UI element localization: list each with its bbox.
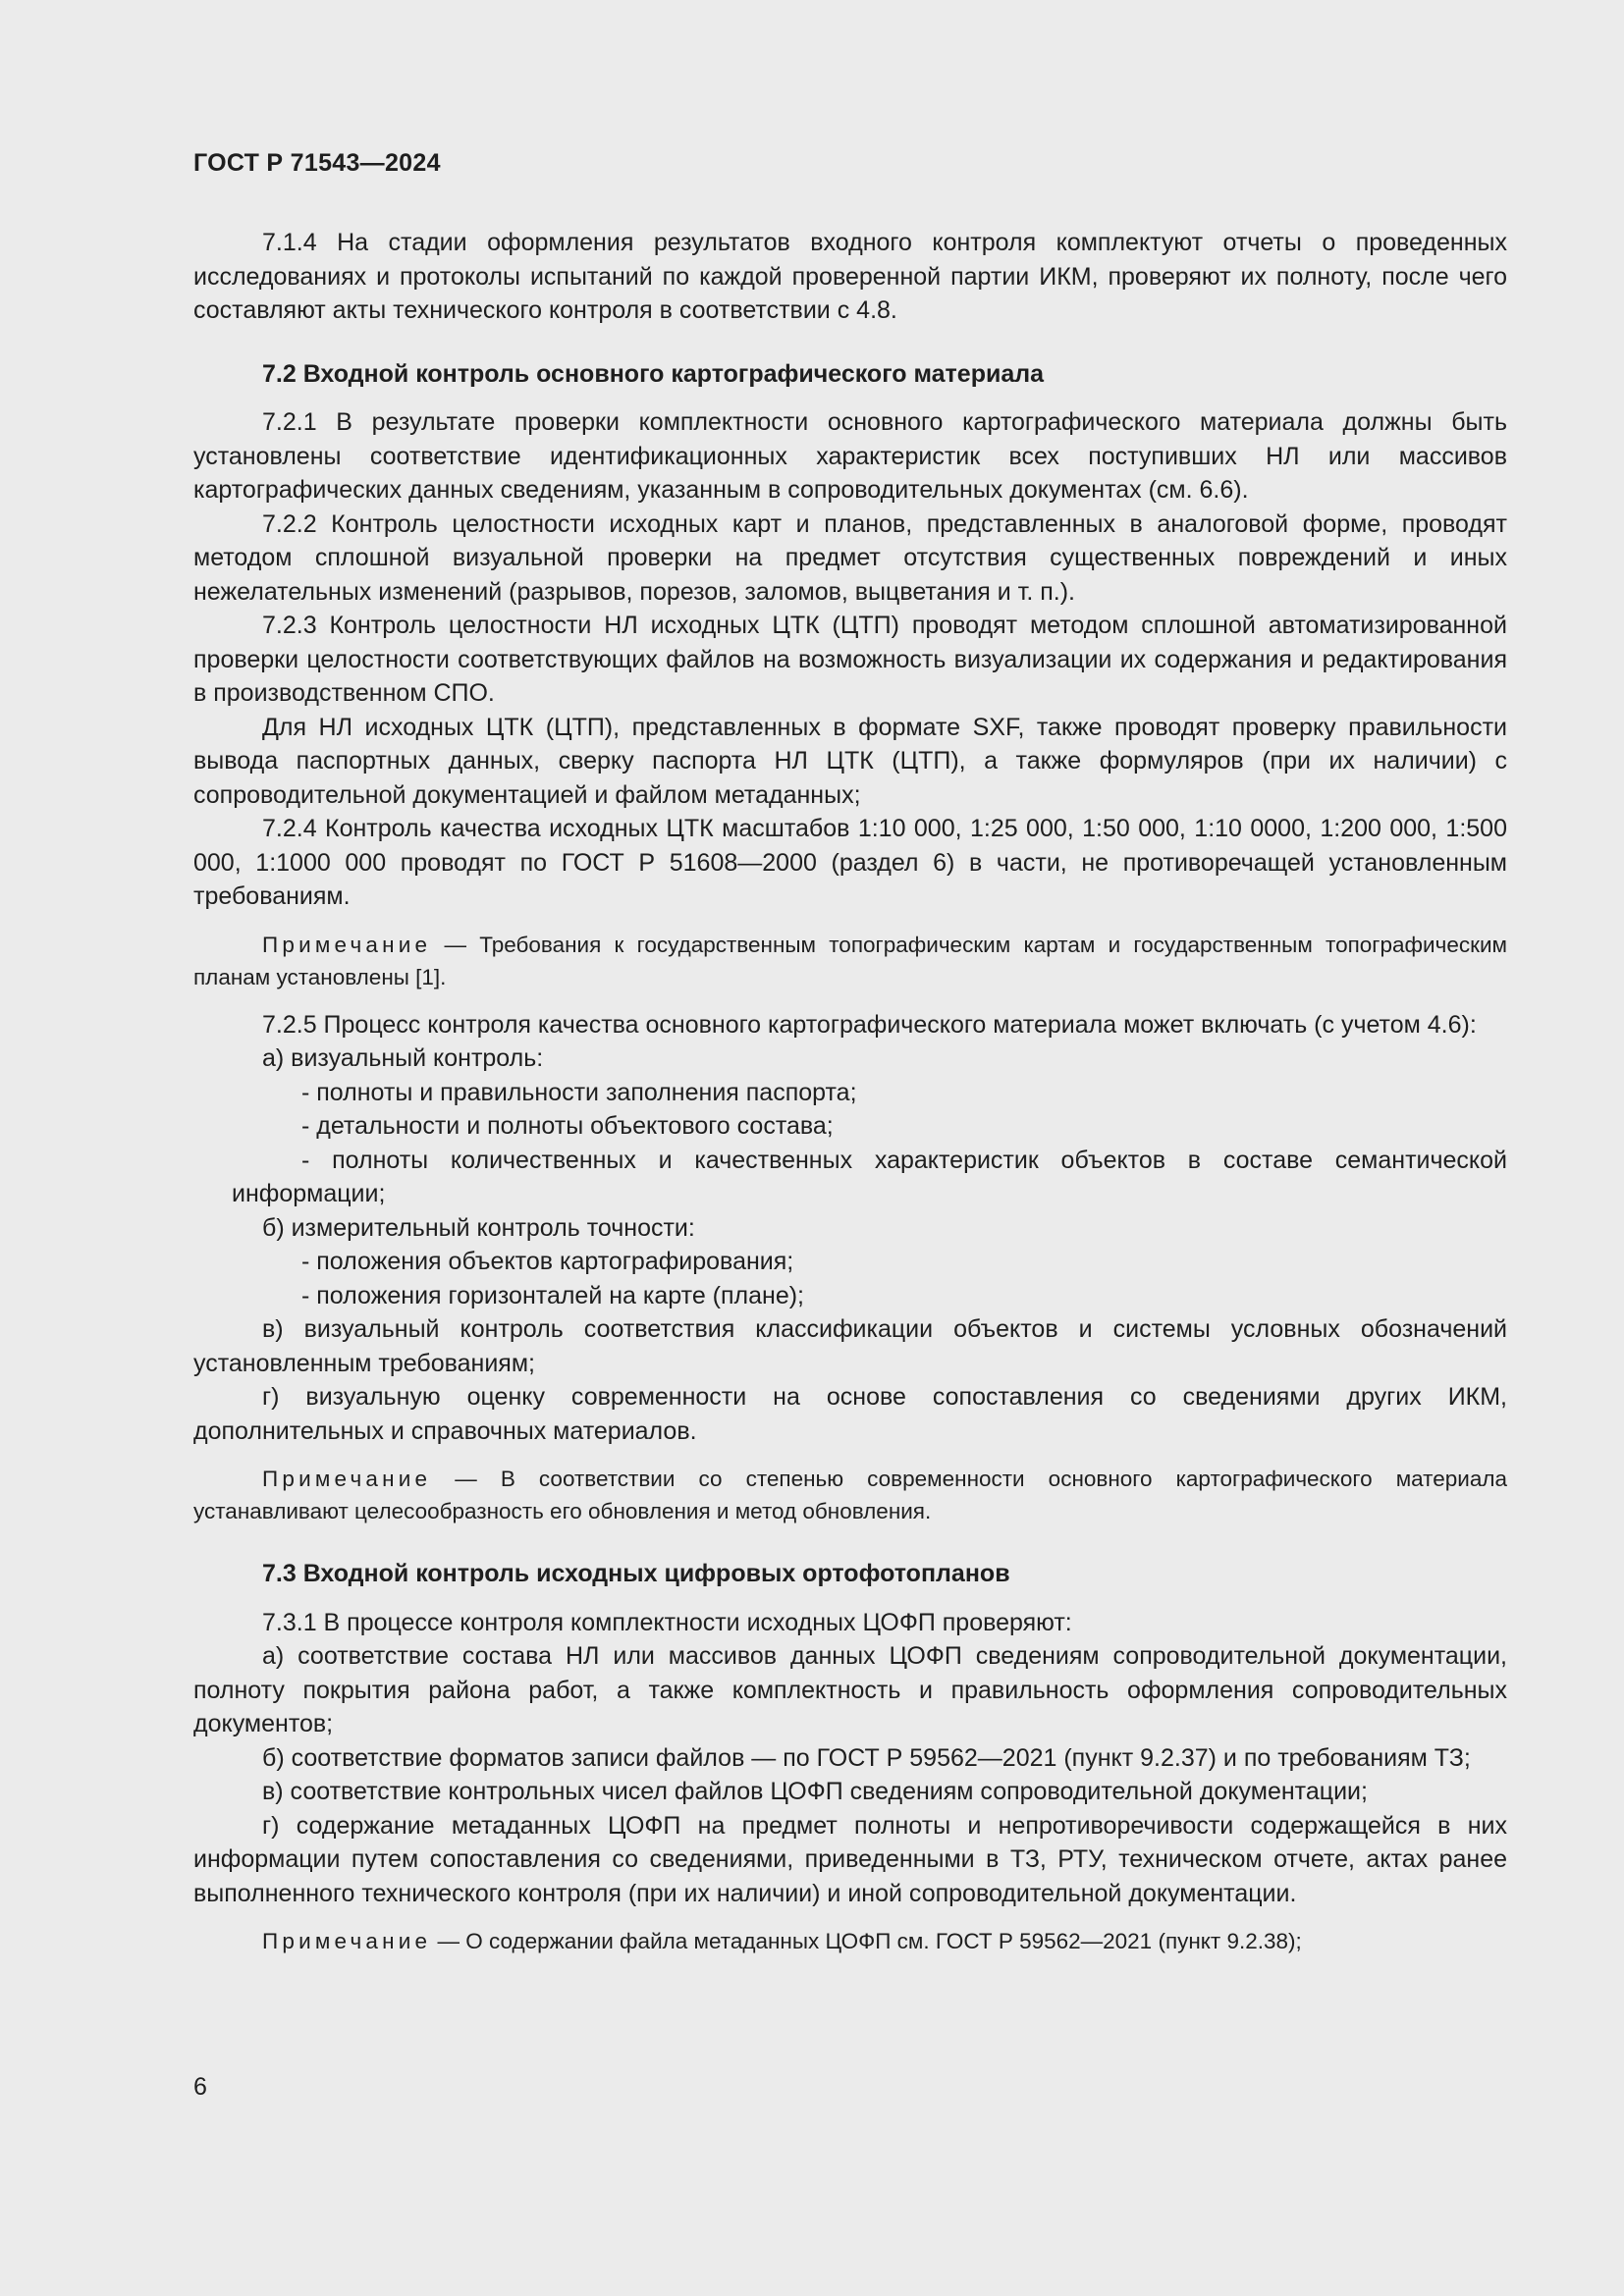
sub-item-b-1: - положения объектов картографирования; xyxy=(301,1248,794,1275)
paragraph-7-2-3-continued: Для НЛ исходных ЦТК (ЦТП), представленных в формате SXF, также проводят проверку правильности вывода паспортных данных, сверку паспорта НЛ ЦТК (ЦТП), а также формуляров (при их наличии) с сопроводительной документацией и файлом метаданных; xyxy=(193,713,1507,809)
note-label: Примечание xyxy=(262,932,432,957)
paragraph-7-2-5: 7.2.5 Процесс контроля качества основного картографического материала может включать (с учетом 4.6): xyxy=(262,1010,1477,1039)
document-body xyxy=(193,226,1507,1957)
list-item-v: в) визуальный контроль соответствия классификации объектов и системы условных обозначений установленным требованиям; xyxy=(193,1315,1507,1377)
note-2 xyxy=(193,1463,1507,1527)
paragraph-7-3-1: 7.3.1 В процессе контроля комплектности исходных ЦОФП проверяют: xyxy=(262,1608,1072,1636)
paragraph-7-2-3: 7.2.3 Контроль целостности НЛ исходных ЦТК (ЦТП) проводят методом сплошной автоматизированной проверки целостности соответствующих файлов на возможность визуализации их содержания и редактирования в производственном СПО. xyxy=(193,612,1507,707)
document-header: ГОСТ Р 71543—2024 xyxy=(193,149,441,177)
section-heading-7-2: 7.2 Входной контроль основного картографического материала xyxy=(262,359,1045,388)
sub-item-a-3: - полноты количественных и качественных характеристик объектов в составе семантической информации; xyxy=(232,1146,1507,1207)
page-number: 6 xyxy=(193,2073,207,2101)
sub-item-b-2: - положения горизонталей на карте (плане); xyxy=(301,1281,804,1309)
section-heading-7-3: 7.3 Входной контроль исходных цифровых ортофотопланов xyxy=(262,1560,1010,1587)
note-label: Примечание xyxy=(262,1467,432,1491)
note-1 xyxy=(193,929,1507,993)
note-text: — В соответствии со степенью современности основного картографического материала устанавливают целесообразность его обновления и метод обновления. xyxy=(193,1467,1507,1523)
note-3 xyxy=(193,1925,1507,1957)
list-item-g: г) визуальную оценку современности на основе сопоставления со сведениями других ИКМ, дополнительных и справочных материалов. xyxy=(193,1383,1507,1445)
list-item-3-v: в) соответствие контрольных чисел файлов ЦОФП сведениям сопроводительной документации; xyxy=(262,1778,1368,1805)
paragraph-7-2-1: 7.2.1 В результате проверки комплектности основного картографического материала должны быть установлены соответствие идентификационных характеристик всех поступивших НЛ или массивов картографических данных сведениям, указанным в сопроводительных документах (см. 6.6). xyxy=(193,408,1507,504)
note-text: — О содержании файла метаданных ЦОФП см. ГОСТ Р 59562—2021 (пункт 9.2.38); xyxy=(431,1929,1302,1953)
list-item-a: а) визуальный контроль: xyxy=(262,1044,544,1072)
sub-item-a-2: - детальности и полноты объектового состава; xyxy=(301,1112,834,1140)
paragraph-7-1-4: 7.1.4 На стадии оформления результатов входного контроля комплектуют отчеты о проведенных исследованиях и протоколы испытаний по каждой проверенной партии ИКМ, проверяют их полноту, после чего составляют акты технического контроля в соответствии с 4.8. xyxy=(193,229,1507,324)
list-item-3-b: б) соответствие форматов записи файлов — по ГОСТ Р 59562—2021 (пункт 9.2.37) и по требованиям ТЗ; xyxy=(262,1743,1471,1772)
note-label: Примечание xyxy=(262,1929,432,1953)
note-text: — Требования к государственным топографическим картам и государственным топографическим планам установлены [1]. xyxy=(193,932,1507,989)
list-item-b: б) измерительный контроль точности: xyxy=(262,1213,695,1242)
paragraph-7-2-2: 7.2.2 Контроль целостности исходных карт и планов, представленных в аналоговой форме, проводят методом сплошной визуальной проверки на предмет отсутствия существенных повреждений и иных нежелательных изменений (разрывов, порезов, заломов, выцветания и т. п.). xyxy=(193,509,1507,606)
list-item-3-g: г) содержание метаданных ЦОФП на предмет полноты и непротиворечивости содержащейся в них информации путем сопоставления со сведениями, приведенными в ТЗ, РТУ, техническом отчете, актах ранее выполненного технического контроля (при их наличии) и иной сопроводительной документации. xyxy=(193,1811,1507,1907)
list-item-3-a: а) соответствие состава НЛ или массивов данных ЦОФП сведениям сопроводительной документации, полноту покрытия района работ, а также комплектность и правильность оформления сопроводительных документов; xyxy=(193,1642,1507,1737)
paragraph-7-2-4: 7.2.4 Контроль качества исходных ЦТК масштабов 1:10 000, 1:25 000, 1:50 000, 1:10 0000, 1:200 000, 1:500 000, 1:1000 000 проводят по ГОСТ Р 51608—2000 (раздел 6) в части, не противоречащей установленным требованиям. xyxy=(193,815,1507,910)
sub-item-a-1: - полноты и правильности заполнения паспорта; xyxy=(301,1078,857,1106)
